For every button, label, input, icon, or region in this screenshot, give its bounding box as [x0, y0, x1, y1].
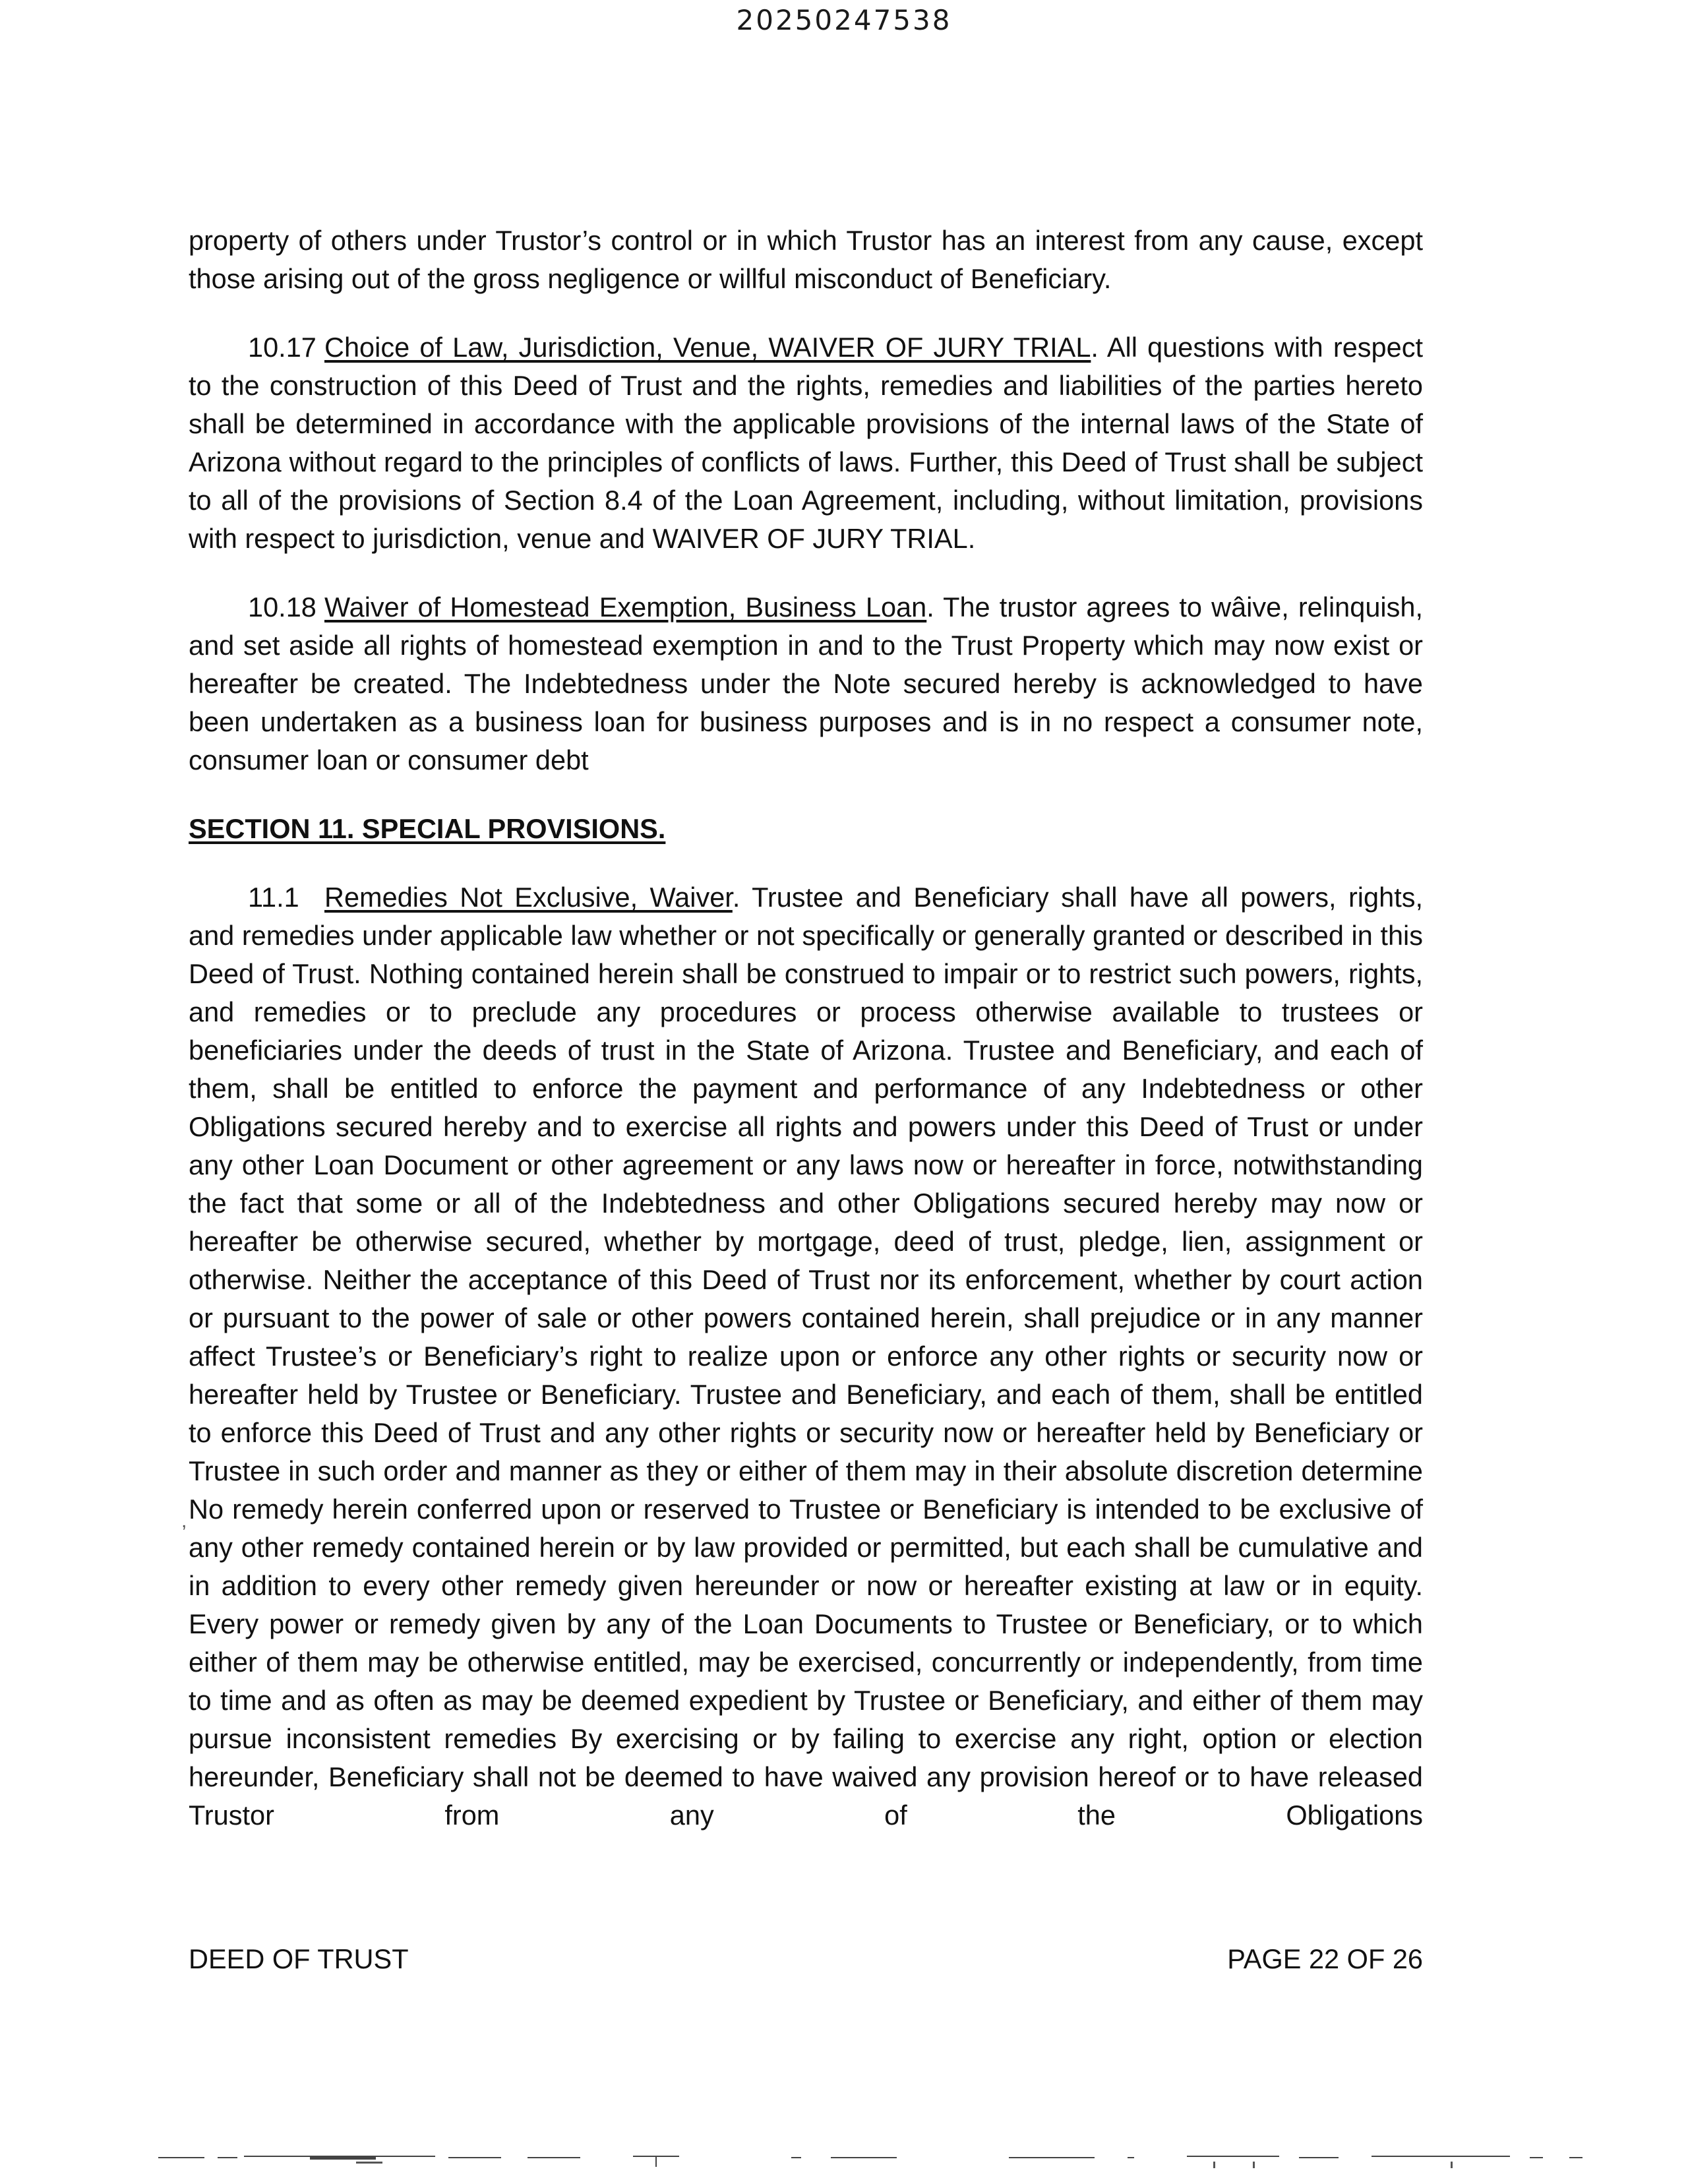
- section-title: Waiver of Homestead Exemption, Business Loan: [324, 592, 927, 622]
- section-10-17: [189, 328, 1423, 558]
- section-text: . The trustor agrees to wâive, relinquish, and set aside all rights of homestead exemption in and to the Trust Property which may now exist or hereafter be created. The Indebtedness under the Note secured hereby is acknowledged to have been undertaken as a business loan for business purposes and is in no respect a consumer note, consumer loan or consumer debt: [189, 592, 1423, 775]
- section-10-18: [189, 588, 1423, 779]
- section-title: Choice of Law, Jurisdiction, Venue, WAIVER OF JURY TRIAL: [324, 332, 1091, 363]
- paragraph-continuation: property of others under Trustor’s control or in which Trustor has an interest from any cause, except those arising out of the gross negligence or willful misconduct of Beneficiary.: [189, 225, 1423, 294]
- section-text: . Trustee and Beneficiary shall have all powers, rights, and remedies under applicable law whether or not specifically or generally granted or described in this Deed of Trust. Nothing contained herein shall be construed to impair or to restrict such powers, rights, and remedies or to preclude any procedures or process otherwise available to trustees or beneficiaries under the deeds of trust in the State of Arizona. Trustee and Beneficiary, and each of them, shall be entitled to enforce the payment and performance of any Indebtedness or other Obligations secured hereby and to exercise all rights and powers under this Deed of Trust or under any other Loan Document or other agreement or any laws now or hereafter in force, notwithstanding the fact that some or all of the Indebtedness and other Obligations secured hereby may now or hereafter be otherwise secured, whether by mortgage, deed of trust, pledge, lien, assignment or otherwise. Neither the acceptance of this Deed of Trust nor its enforcement, whether by court action or pursuant to the power of sale or other powers contained herein, shall prejudice or in any manner affect Trustee’s or Beneficiary’s right to realize upon or enforce any other rights or security now or hereafter held by Trustee or Beneficiary. Trustee and Beneficiary, and each of them, shall be entitled to enforce this Deed of Trust and any other rights or security now or hereafter held by Beneficiary or Trustee in such order and manner as they or either of them may in their absolute discretion determine No remedy herein conferred upon or reserved to Trustee or Beneficiary is intended to be exclusive of any other remedy contained herein or by law provided or permitted, but each shall be cumulative and in addition to every other remedy given hereunder or now or hereafter existing at law or in equity. Every power or remedy given by any of the Loan Documents to Trustee or Beneficiary, or to which either of them may be otherwise entitled, may be exercised, concurrently or independently, from time to time and as often as may be deemed expedient by Trustee or Beneficiary, and either of them may pursue inconsistent remedies By exercising or by failing to exercise any right, option or election hereunder, Beneficiary shall not be deemed to have waived any provision hereof or to have released Trustor from any of the Obligations: [189, 882, 1424, 1831]
- recording-number: 20250247538: [736, 4, 952, 36]
- section-text: . All questions with respect to the construction of this Deed of Trust and the rights, remedies and liabilities of the parties hereto shall be determined in accordance with the applicable provisions of the internal laws of the State of Arizona without regard to the principles of conflicts of laws. Further, this Deed of Trust shall be subject to all of the provisions of Section 8.4 of the Loan Agreement, including, without limitation, provisions with respect to jurisdiction, venue and WAIVER OF JURY TRIAL.: [189, 332, 1423, 554]
- section-number: 10.17: [248, 332, 316, 363]
- scan-edge-artifacts: [158, 2151, 1596, 2177]
- footer-page-number: PAGE 22 OF 26: [1227, 1943, 1423, 1974]
- footer-document-title: DEED OF TRUST: [189, 1943, 409, 1974]
- section-11-1: [189, 878, 1423, 1835]
- scan-speck: ,: [181, 1510, 187, 1532]
- section-11-heading: SECTION 11. SPECIAL PROVISIONS.: [189, 813, 666, 844]
- section-title: Remedies Not Exclusive, Waiver: [324, 882, 733, 913]
- section-number: 10.18: [248, 592, 316, 622]
- section-number: 11.1: [248, 882, 299, 913]
- document-body: [189, 222, 1423, 1835]
